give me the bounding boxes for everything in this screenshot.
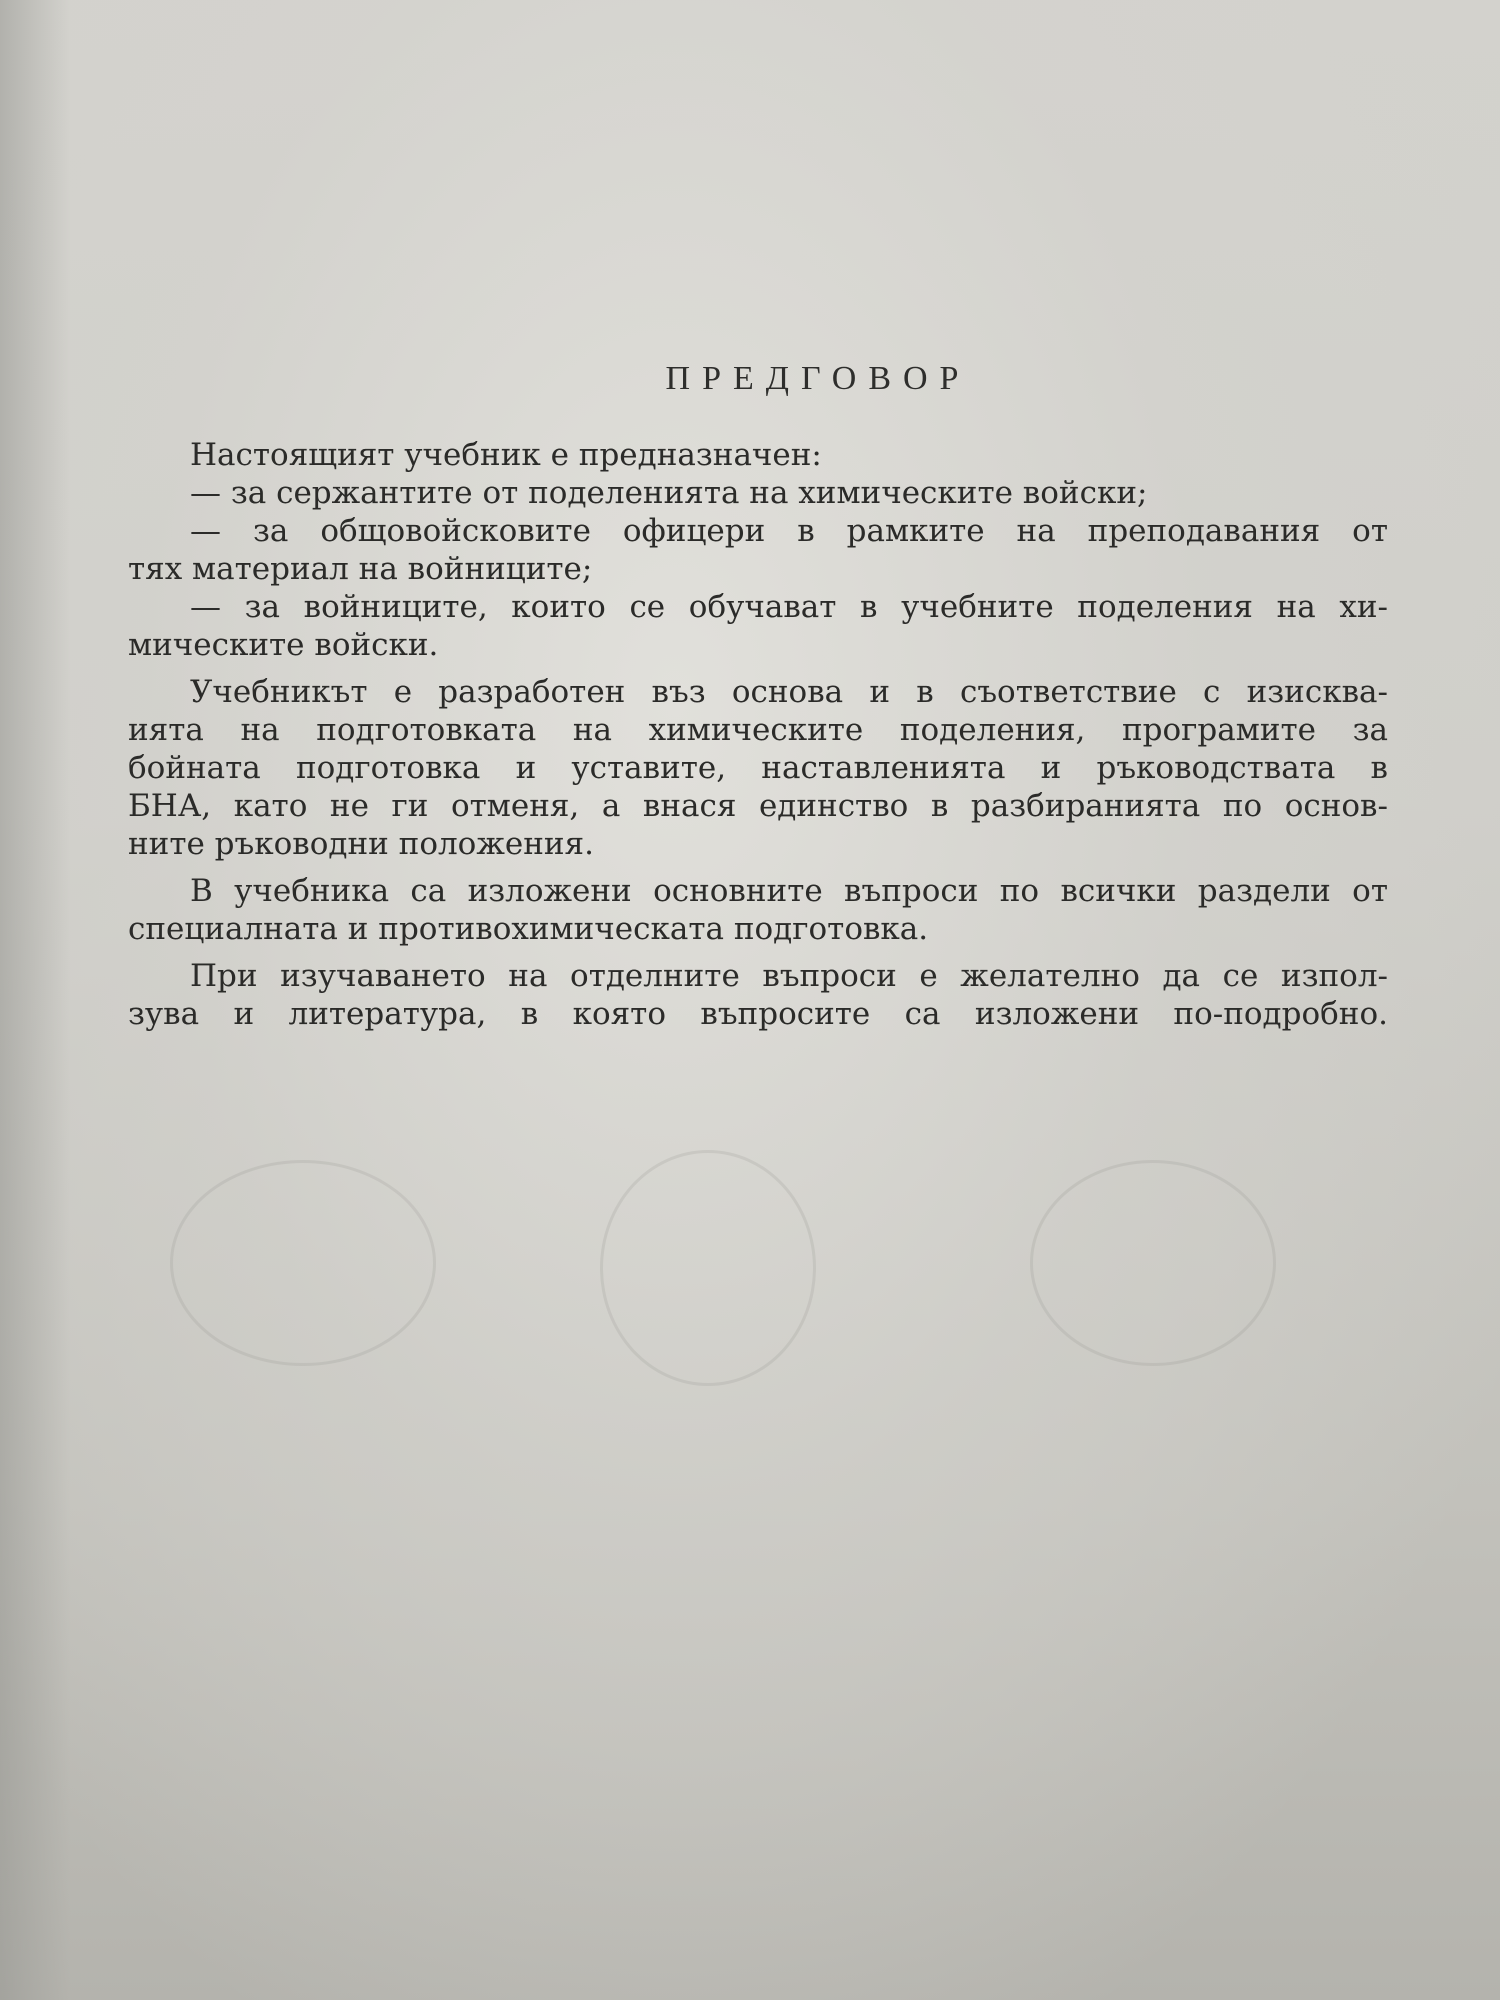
page-title: ПРЕДГОВОР — [665, 360, 971, 397]
paragraph-contents — [128, 872, 1388, 948]
paragraph-line: БНА, като не ги отменя, а внася единство в разбиранията по основ- — [128, 788, 1388, 824]
intro-item-3-line-1: — за войниците, които се обучават в учебните поделения на хи- — [190, 589, 1388, 625]
page-gutter-shadow — [0, 0, 70, 2000]
paragraph-development — [128, 673, 1388, 863]
paragraph-line: специалната и противохимическата подготовка. — [128, 911, 929, 947]
intro-item-3-line-2: мическите войски. — [128, 627, 439, 663]
intro-item-1: — за сержантите от поделенията на химическите войски; — [190, 475, 1148, 511]
paragraph-line: зува и литература, в която въпросите са изложени по-подробно. — [128, 996, 1388, 1032]
paragraph-line: ните ръководни положения. — [128, 826, 594, 862]
paragraph-line: В учебника са изложени основните въпроси по всички раздели от — [190, 873, 1388, 909]
intro-paragraph — [128, 436, 1388, 664]
bleed-through-circle — [170, 1160, 436, 1366]
paragraph-line: ията на подготовката на химическите поделения, програмите за — [128, 712, 1388, 748]
intro-lead: Настоящият учебник е предназначен: — [190, 437, 822, 473]
preface-content — [128, 360, 1388, 1036]
bleed-through-circle — [1030, 1160, 1276, 1366]
bleed-through-circle — [600, 1150, 816, 1386]
paragraph-line: Учебникът е разработен въз основа и в съответствие с изисква- — [190, 674, 1388, 710]
intro-item-2-line-2: тях материал на войниците; — [128, 551, 593, 587]
paragraph-literature — [128, 957, 1388, 1033]
paragraph-line: бойната подготовка и уставите, наставленията и ръководствата в — [128, 750, 1388, 786]
intro-item-2-line-1: — за общовойсковите офицери в рамките на преподавания от — [190, 513, 1388, 549]
paragraph-line: При изучаването на отделните въпроси е желателно да се изпол- — [190, 958, 1388, 994]
